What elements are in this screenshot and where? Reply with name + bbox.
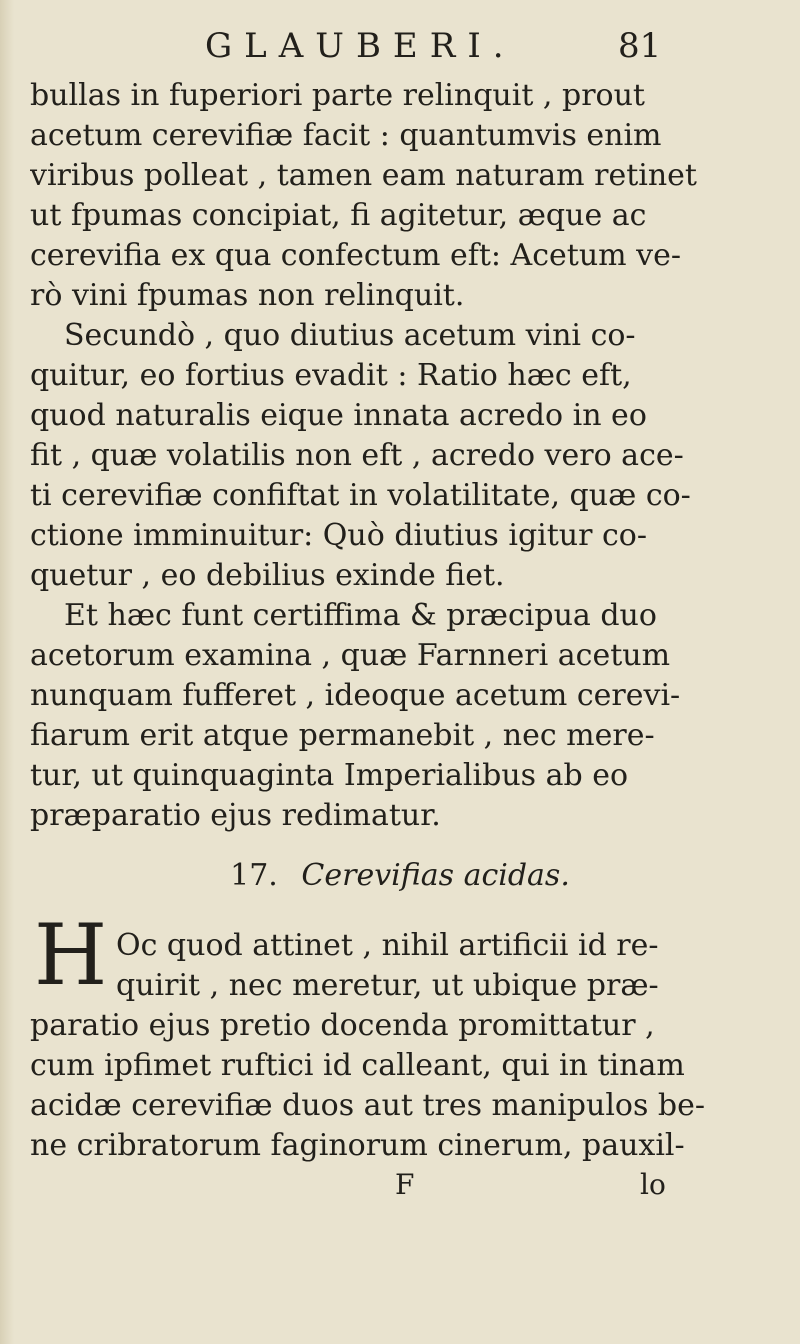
signature-mark: F: [395, 1168, 415, 1201]
text-line: fit , quæ volatilis non eft , acredo vero ace-: [30, 438, 684, 473]
text-line: præparatio ejus redimatur.: [30, 798, 441, 833]
text-line: viribus polleat , tamen eam naturam retinet: [30, 158, 697, 193]
text-line: quod naturalis eique innata acredo in eo: [30, 398, 647, 433]
text-line: quitur, eo fortius evadit : Ratio hæc eft,: [30, 358, 632, 393]
text-line: fiarum erit atque permanebit , nec mere-: [30, 718, 655, 753]
text-line: acetorum examina , quæ Farnneri acetum: [30, 638, 671, 673]
text-line: quetur , eo debilius exinde fiet.: [30, 558, 505, 593]
page-gutter-shadow: [0, 0, 14, 1344]
text-line: rò vini fpumas non relinquit.: [30, 278, 465, 313]
drop-cap: H: [34, 906, 108, 1004]
text-line: tur, ut quinquaginta Imperialibus ab eo: [30, 758, 629, 793]
text-line: nunquam fufferet , ideoque acetum cerevi-: [30, 678, 681, 713]
page-footer: [0, 1168, 800, 1208]
text-line: quirit , nec meretur, ut ubique præ-: [116, 968, 659, 1003]
text-line: ctione imminuitur: Quò diutius igitur co-: [30, 518, 647, 553]
text-line: ut fpumas concipiat, fi agitetur, æque ac: [30, 198, 647, 233]
catchword: lo: [640, 1168, 666, 1201]
section-title: Cerevifias acidas.: [301, 858, 570, 893]
text-line: Secundò , quo diutius acetum vini co-: [64, 318, 636, 353]
running-head: GLAUBERI.: [205, 26, 516, 66]
text-line: ti cerevifiæ confiftat in volatilitate, quæ co-: [30, 478, 691, 513]
section-number: 17.: [230, 858, 278, 893]
text-line: cum ipfimet ruftici id calleant, qui in tinam: [30, 1048, 685, 1083]
text-line: Oc quod attinet , nihil artificii id re-: [116, 928, 659, 963]
text-line: Et hæc funt certiffima & præcipua duo: [64, 598, 657, 633]
text-line: acidæ cerevifiæ duos aut tres manipulos be-: [30, 1088, 706, 1123]
text-line: bullas in fuperiori parte relinquit , prout: [30, 78, 645, 113]
page-header: [0, 22, 800, 72]
text-line: cerevifia ex qua confectum eft: Acetum ve-: [30, 238, 681, 273]
page-number: 81: [618, 26, 662, 66]
text-line: acetum cerevifiæ facit : quantumvis enim: [30, 118, 662, 153]
text-line: ne cribratorum faginorum cinerum, pauxil-: [30, 1128, 685, 1163]
text-line: paratio ejus pretio docenda promittatur ,: [30, 1008, 655, 1043]
section-heading: [0, 858, 800, 893]
